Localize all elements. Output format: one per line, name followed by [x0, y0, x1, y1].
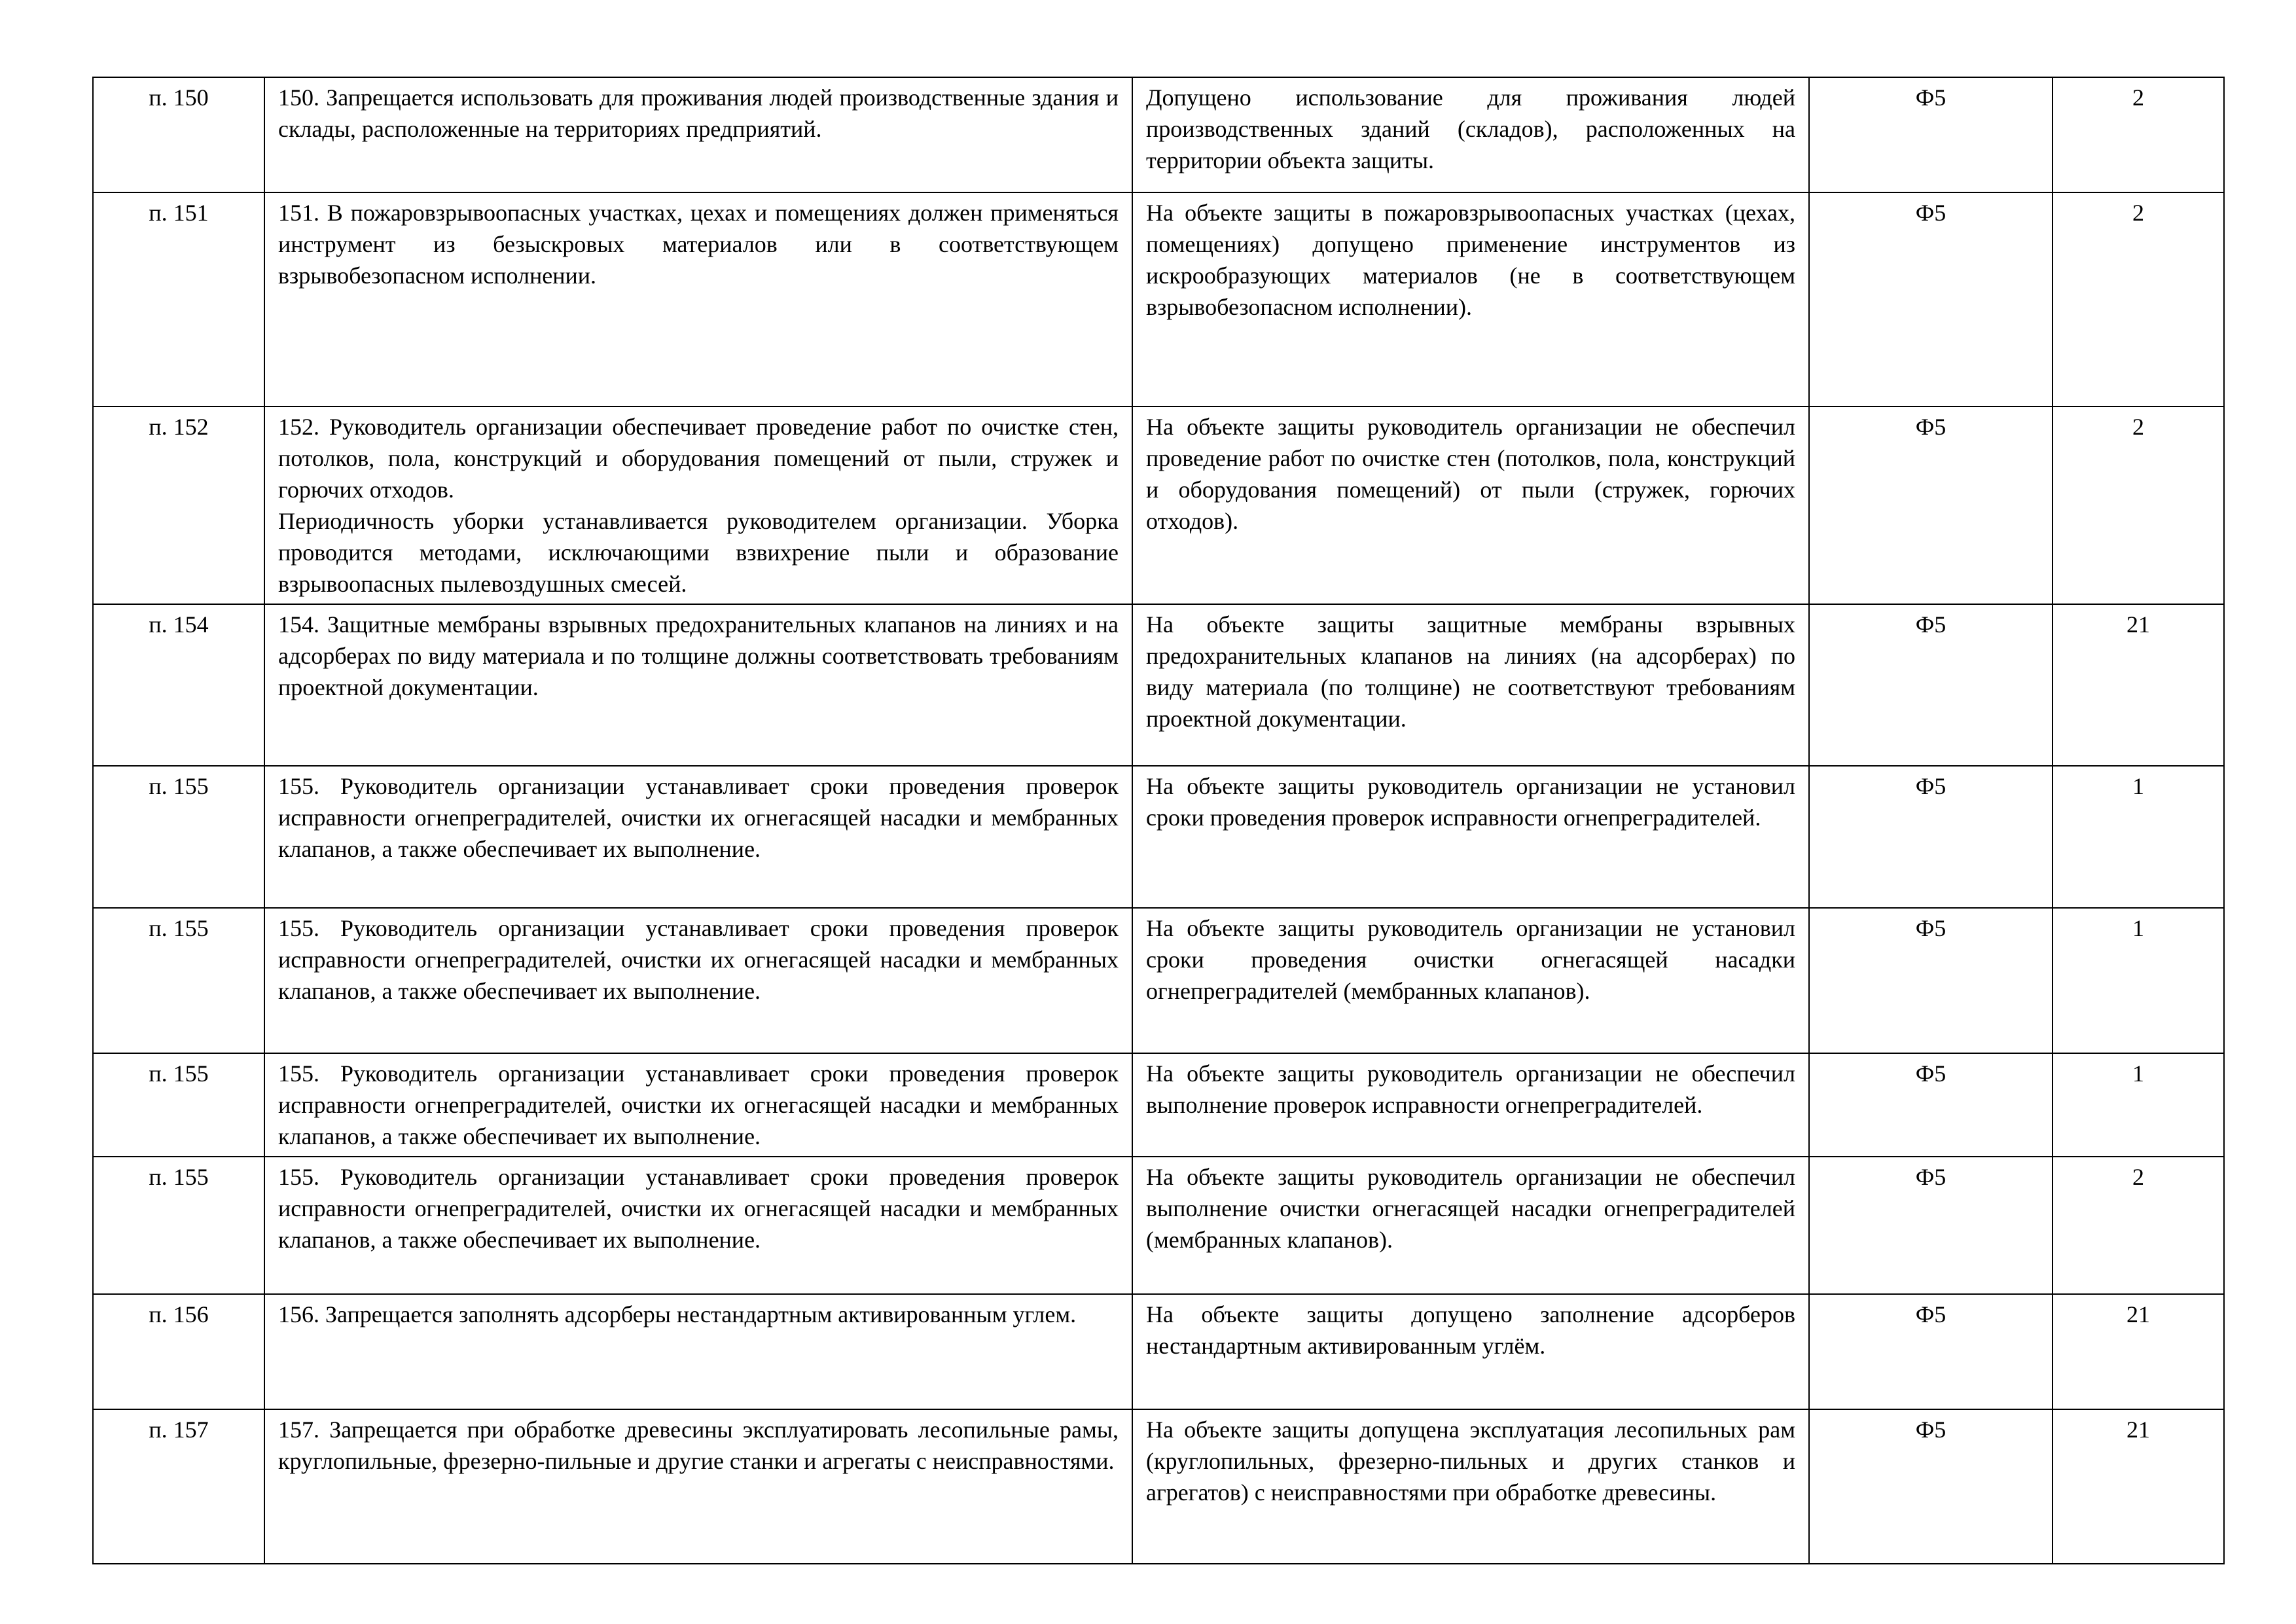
code-cell: 1 — [2053, 908, 2224, 1053]
requirement-paragraph: Периодичность уборки устанавливается руководителем организации. Уборка проводится методами, исключающими взвихрение пыли и образование взрывоопасных пылевоздушных смесей. — [278, 508, 1119, 597]
table-row — [93, 77, 2224, 192]
clause-ref-cell: п. 152 — [93, 406, 264, 604]
violation-cell: На объекте защиты руководитель организации не обеспечил проведение работ по очистке стен (потолков, пола, конструкций и оборудования помещений) от пыли (стружек, горючих отходов). — [1132, 406, 1809, 604]
violation-cell: Допущено использование для проживания людей производственных зданий (складов), расположенных на территории объекта защиты. — [1132, 77, 1809, 192]
class-cell: Ф5 — [1809, 406, 2053, 604]
requirement-paragraph: 152. Руководитель организации обеспечивает проведение работ по очистке стен, потолков, пола, конструкций и оборудования помещений от пыли, стружек и горючих отходов. — [278, 414, 1119, 503]
table-row — [93, 1053, 2224, 1157]
code-cell: 21 — [2053, 604, 2224, 766]
requirement-paragraph: 156. Запрещается заполнять адсорберы нестандартным активированным углем. — [278, 1301, 1077, 1327]
requirement-cell — [264, 766, 1132, 908]
clause-ref-cell: п. 150 — [93, 77, 264, 192]
clause-ref-cell: п. 155 — [93, 1157, 264, 1294]
requirement-cell — [264, 1294, 1132, 1409]
code-cell: 21 — [2053, 1409, 2224, 1564]
code-cell: 21 — [2053, 1294, 2224, 1409]
code-cell: 2 — [2053, 192, 2224, 406]
table-row — [93, 766, 2224, 908]
code-cell: 2 — [2053, 406, 2224, 604]
class-cell: Ф5 — [1809, 1157, 2053, 1294]
violation-cell: На объекте защиты защитные мембраны взрывных предохранительных клапанов на линиях (на адсорберах) по виду материала (по толщине) не соответствуют требованиям проектной документации. — [1132, 604, 1809, 766]
table-row — [93, 1294, 2224, 1409]
clause-ref-cell: п. 155 — [93, 1053, 264, 1157]
class-cell: Ф5 — [1809, 766, 2053, 908]
requirement-cell — [264, 1157, 1132, 1294]
clause-ref-cell: п. 154 — [93, 604, 264, 766]
requirement-cell — [264, 192, 1132, 406]
class-cell: Ф5 — [1809, 1053, 2053, 1157]
requirement-paragraph: 151. В пожаровзрывоопасных участках, цехах и помещениях должен применяться инструмент из безыскровых материалов или в соответствующем взрывобезопасном исполнении. — [278, 200, 1119, 289]
clause-ref-cell: п. 156 — [93, 1294, 264, 1409]
violation-cell: На объекте защиты руководитель организации не установил сроки проведения очистки огнегасящей насадки огнепреградителей (мембранных клапанов). — [1132, 908, 1809, 1053]
violation-cell: На объекте защиты в пожаровзрывоопасных участках (цехах, помещениях) допущено применение инструментов из искрообразующих материалов (не в соответствующем взрывобезопасном исполнении). — [1132, 192, 1809, 406]
code-cell: 2 — [2053, 1157, 2224, 1294]
code-cell: 1 — [2053, 766, 2224, 908]
requirement-paragraph: 150. Запрещается использовать для проживания людей производственные здания и склады, расположенные на территориях предприятий. — [278, 84, 1119, 142]
clause-ref-cell: п. 155 — [93, 908, 264, 1053]
class-cell: Ф5 — [1809, 77, 2053, 192]
requirement-paragraph: 155. Руководитель организации устанавливает сроки проведения проверок исправности огнепреградителей, очистки их огнегасящей насадки и мембранных клапанов, а также обеспечивает их выполнение. — [278, 1164, 1119, 1253]
table-row — [93, 604, 2224, 766]
clause-ref-cell: п. 157 — [93, 1409, 264, 1564]
requirement-cell — [264, 406, 1132, 604]
table-row — [93, 406, 2224, 604]
class-cell: Ф5 — [1809, 1409, 2053, 1564]
requirement-paragraph: 155. Руководитель организации устанавливает сроки проведения проверок исправности огнепреградителей, очистки их огнегасящей насадки и мембранных клапанов, а также обеспечивает их выполнение. — [278, 1060, 1119, 1149]
requirement-cell — [264, 908, 1132, 1053]
requirement-paragraph: 155. Руководитель организации устанавливает сроки проведения проверок исправности огнепреградителей, очистки их огнегасящей насадки и мембранных клапанов, а также обеспечивает их выполнение. — [278, 773, 1119, 862]
violation-cell: На объекте защиты руководитель организации не установил сроки проведения проверок исправности огнепреградителей. — [1132, 766, 1809, 908]
class-cell: Ф5 — [1809, 1294, 2053, 1409]
clause-ref-cell: п. 155 — [93, 766, 264, 908]
table-row — [93, 1157, 2224, 1294]
table-row — [93, 1409, 2224, 1564]
violation-cell: На объекте защиты руководитель организации не обеспечил выполнение проверок исправности огнепреградителей. — [1132, 1053, 1809, 1157]
violation-cell: На объекте защиты допущена эксплуатация лесопильных рам (круглопильных, фрезерно-пильных и других станков и агрегатов) с неисправностями при обработке древесины. — [1132, 1409, 1809, 1564]
clause-ref-cell: п. 151 — [93, 192, 264, 406]
requirement-cell — [264, 1053, 1132, 1157]
class-cell: Ф5 — [1809, 192, 2053, 406]
violation-cell: На объекте защиты руководитель организации не обеспечил выполнение очистки огнегасящей насадки огнепреградителей (мембранных клапанов). — [1132, 1157, 1809, 1294]
code-cell: 1 — [2053, 1053, 2224, 1157]
requirement-paragraph: 154. Защитные мембраны взрывных предохранительных клапанов на линиях и на адсорберах по виду материала и по толщине должны соответствовать требованиям проектной документации. — [278, 611, 1119, 700]
violation-cell: На объекте защиты допущено заполнение адсорберов нестандартным активированным углём. — [1132, 1294, 1809, 1409]
requirement-paragraph: 157. Запрещается при обработке древесины эксплуатировать лесопильные рамы, круглопильные, фрезерно-пильные и другие станки и агрегаты с неисправностями. — [278, 1416, 1119, 1474]
requirements-table — [92, 77, 2225, 1564]
class-cell: Ф5 — [1809, 908, 2053, 1053]
table-body — [93, 77, 2224, 1564]
requirement-cell — [264, 1409, 1132, 1564]
table-row — [93, 908, 2224, 1053]
class-cell: Ф5 — [1809, 604, 2053, 766]
table-row — [93, 192, 2224, 406]
requirement-paragraph: 155. Руководитель организации устанавливает сроки проведения проверок исправности огнепреградителей, очистки их огнегасящей насадки и мембранных клапанов, а также обеспечивает их выполнение. — [278, 915, 1119, 1004]
code-cell: 2 — [2053, 77, 2224, 192]
requirement-cell — [264, 77, 1132, 192]
requirement-cell — [264, 604, 1132, 766]
